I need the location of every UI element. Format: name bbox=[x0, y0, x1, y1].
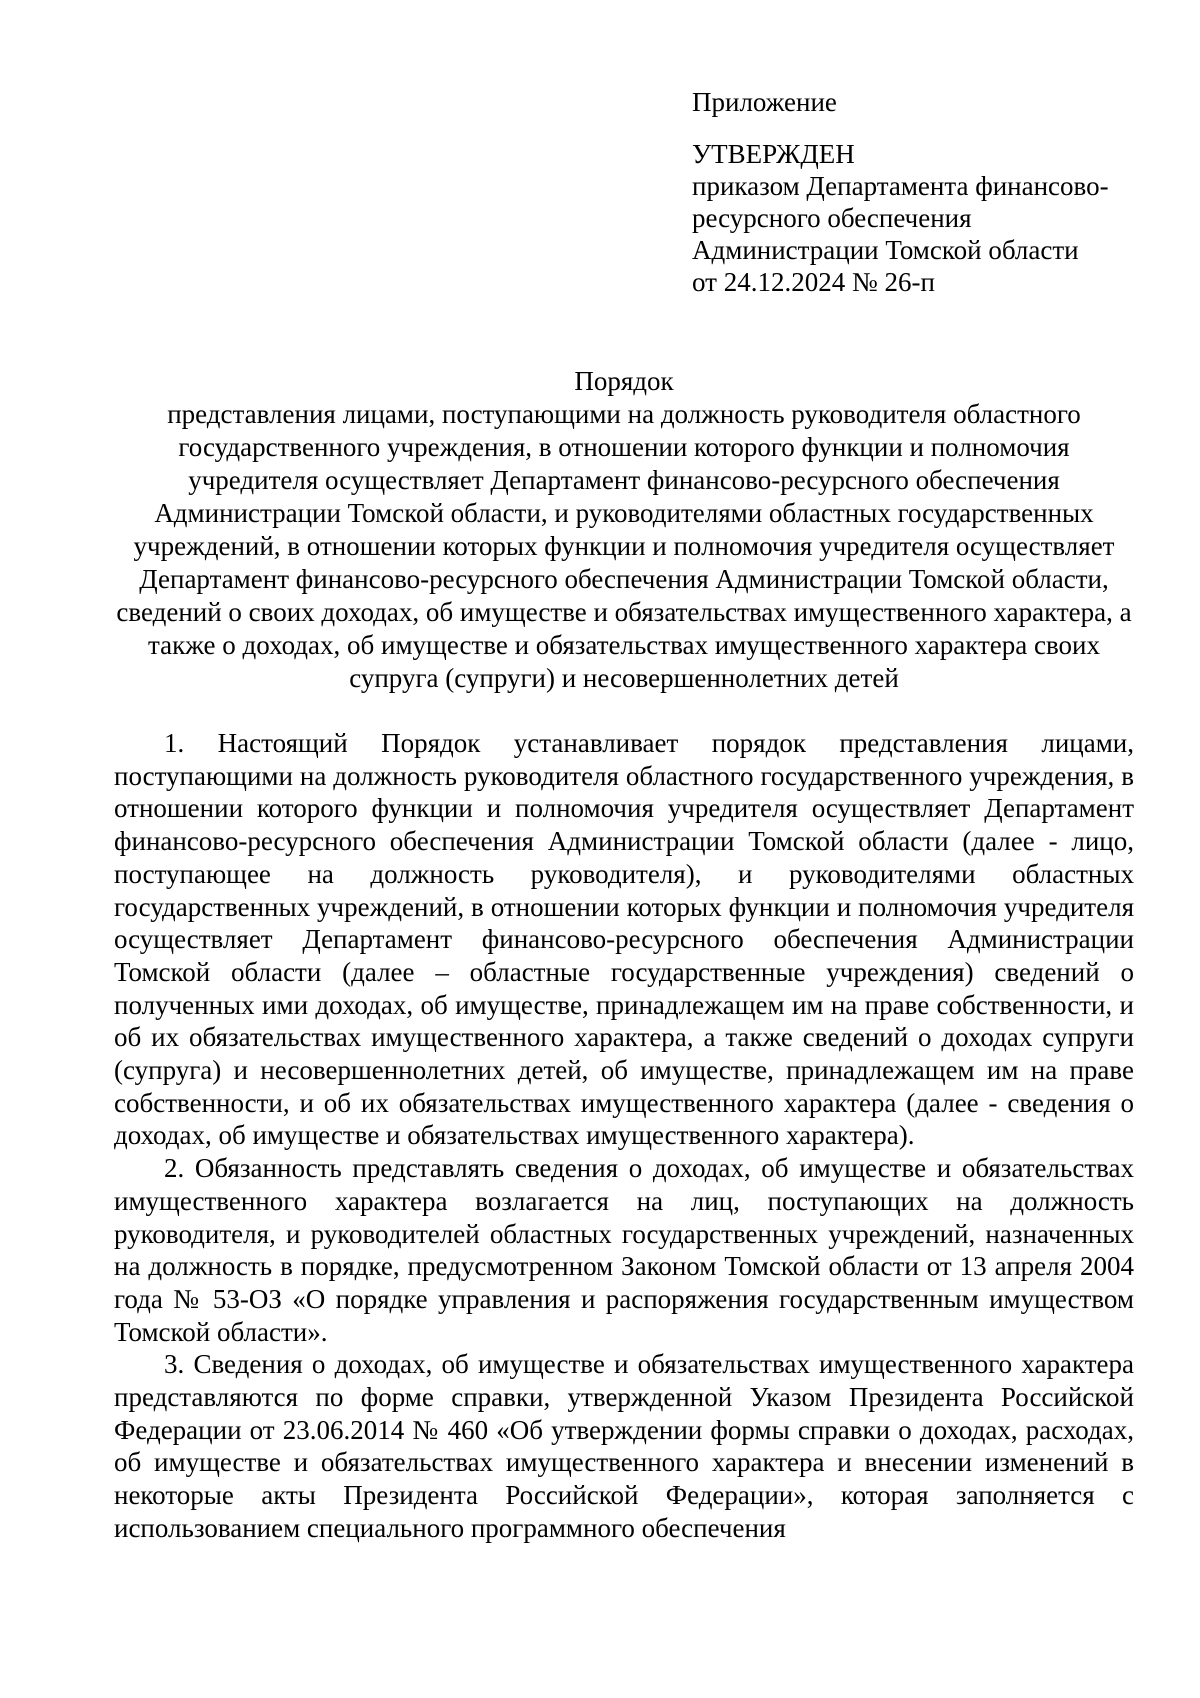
annex-label: Приложение bbox=[692, 87, 837, 117]
document-title: Порядок bbox=[574, 366, 674, 396]
paragraph: 2. Обязанность представлять сведения о доходах, об имуществе и обязательствах имущественного характера возлагается на лиц, поступающих на должность руководителя, и руководителей областных государственных учреждений, назначенных на должность в порядке, предусмотренном Законом Томской области от 13 апреля 2004 года № 53-ОЗ «О порядке управления и распоряжения государственным имуществом Томской области». bbox=[114, 1153, 1134, 1347]
paragraph: 1. Настоящий Порядок устанавливает порядок представления лицами, поступающими на должность руководителя областного государственного учреждения, в отношении которого функции и полномочия учредителя осуществляет Департамент финансово-ресурсного обеспечения Администрации Томской области (далее - лицо, поступающее на должность руководителя), и руководителями областных государственных учреждений, в отношении которых функции и полномочия учредителя осуществляет Департамент финансово-ресурсного обеспечения Администрации Томской области (далее – областные государственные учреждения) сведений о полученных ими доходах, об имуществе, принадлежащем им на праве собственности, и об их обязательствах имущественного характера, а также сведений о доходах супруги (супруга) и несовершеннолетних детей, об имуществе, принадлежащем им на праве собственности, и об их обязательствах имущественного характера (далее - сведения о доходах, об имуществе и обязательствах имущественного характера). bbox=[114, 728, 1134, 1151]
order-line: ресурсного обеспечения bbox=[692, 203, 972, 233]
document-heading bbox=[114, 365, 1134, 695]
order-line: приказом Департамента финансово- bbox=[692, 171, 1109, 201]
order-line: Администрации Томской области bbox=[692, 235, 1079, 265]
approval-stamp bbox=[692, 86, 1162, 298]
paragraph: 3. Сведения о доходах, об имуществе и обязательствах имущественного характера представляются по форме справки, утвержденной Указом Президента Российской Федерации от 23.06.2014 № 460 «Об утверждении формы справки о доходах, расходах, об имуществе и обязательствах имущественного характера и внесении изменений в некоторые акты Президента Российской Федерации», которая заполняется с использованием специального программного обеспечения bbox=[114, 1349, 1134, 1543]
order-line: от 24.12.2024 № 26-п bbox=[692, 267, 935, 297]
document-body bbox=[114, 727, 1134, 1545]
document-subtitle: представления лицами, поступающими на должность руководителя областного государственного учреждения, в отношении которого функции и полномочия учредителя осуществляет Департамент финансово-ресурсного обеспечения Администрации Томской области, и руководителями областных государственных учреждений, в отношении которых функции и полномочия учредителя осуществляет Департамент финансово-ресурсного обеспечения Администрации Томской области, сведений о своих доходах, об имуществе и обязательствах имущественного характера, а также о доходах, об имуществе и обязательствах имущественного характера своих супруга (супруги) и несовершеннолетних детей bbox=[116, 399, 1132, 693]
approved-label: УТВЕРЖДЕН bbox=[692, 139, 855, 169]
